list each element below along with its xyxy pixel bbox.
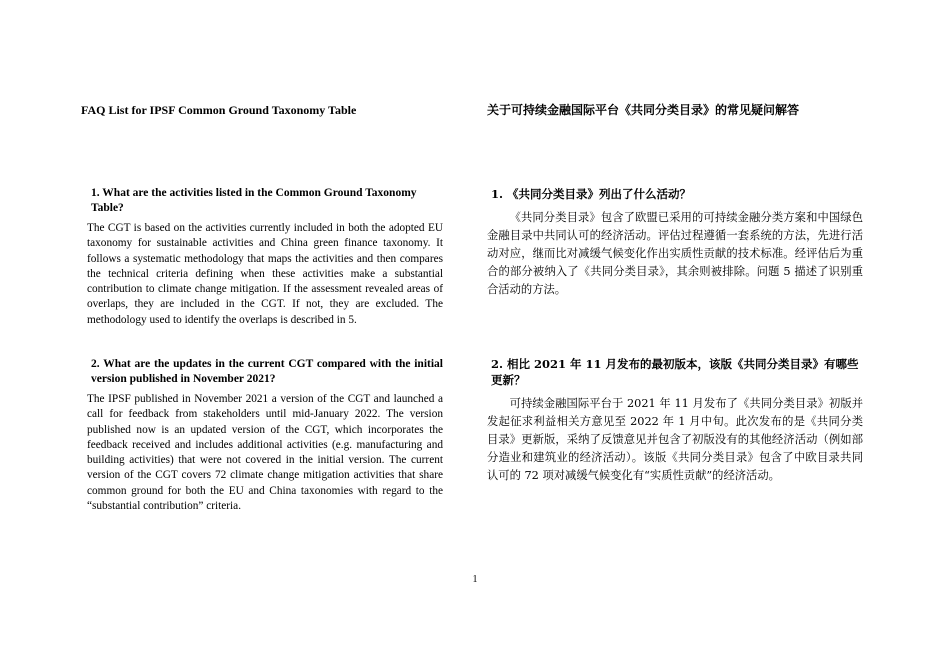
chinese-title: 关于可持续金融国际平台《共同分类目录》的常见疑问解答 [487,103,800,117]
english-title: FAQ List for IPSF Common Ground Taxonomy Table [81,103,357,117]
english-question-2: 2. What are the updates in the current CGT compared with the initial version published in November 2021? [91,358,443,385]
english-answer-1: The CGT is based on the activities currently included in both the adopted EU taxonomy for sustainable activities and China green finance taxonomy. It follows a systematic methodology that maps the activities and then compares the technical criteria defining when these activities make a substantial contribution to climate change mitigation. If the assessment revealed areas of overlaps, they are included in the CGT. If not, they are excluded. The methodology used to identify the overlaps is described in 5. [87,222,443,326]
english-answer-2: The IPSF published in November 2021 a version of the CGT and launched a call for feedback from stakeholders until mid-January 2022. The version published now is an updated version of the CGT, which incorporates the feedback received and includes additional activities (e.g. manufacturing and building activities) that were not covered in the initial version. The current version of the CGT covers 72 climate change mitigation activities that share common ground for both the EU and China taxonomies with regard to the “substantial contribution” criteria. [87,393,443,513]
page-number: 1 [472,574,478,585]
english-question-1: 1. What are the activities listed in the Common Ground Taxonomy Table? [91,187,417,214]
chinese-answer-1: 《共同分类目录》包含了欧盟已采用的可持续金融分类方案和中国绿色金融目录中共同认可的经济活动。评估过程遵循一套系统的方法，先进行活动对应，继而比对减缓气候变化作出实质性贡献的技术标准。经评估后为重合的部分被纳入了《共同分类目录》，其余则被排除。问题 5 描述了识别重合活动的方法。 [487,211,863,296]
chinese-answer-2: 可持续金融国际平台于 2021 年 11 月发布了《共同分类目录》初版并发起征求利益相关方意见至 2022 年 1 月中旬。此次发布的是《共同分类目录》更新版，采纳了反馈意见并包含了初版没有的其他经济活动（例如部分造业和建筑业的经济活动）。该版《共同分类目录》包含了中欧目录共同认可的 72 项对减缓气候变化有“实质性贡献”的经济活动。 [487,397,863,482]
chinese-question-2: 2. 相比 2021 年 11 月发布的最初版本，该版《共同分类目录》有哪些更新？ [491,357,859,387]
chinese-question-1: 1. 《共同分类目录》列出了什么活动？ [491,187,692,201]
